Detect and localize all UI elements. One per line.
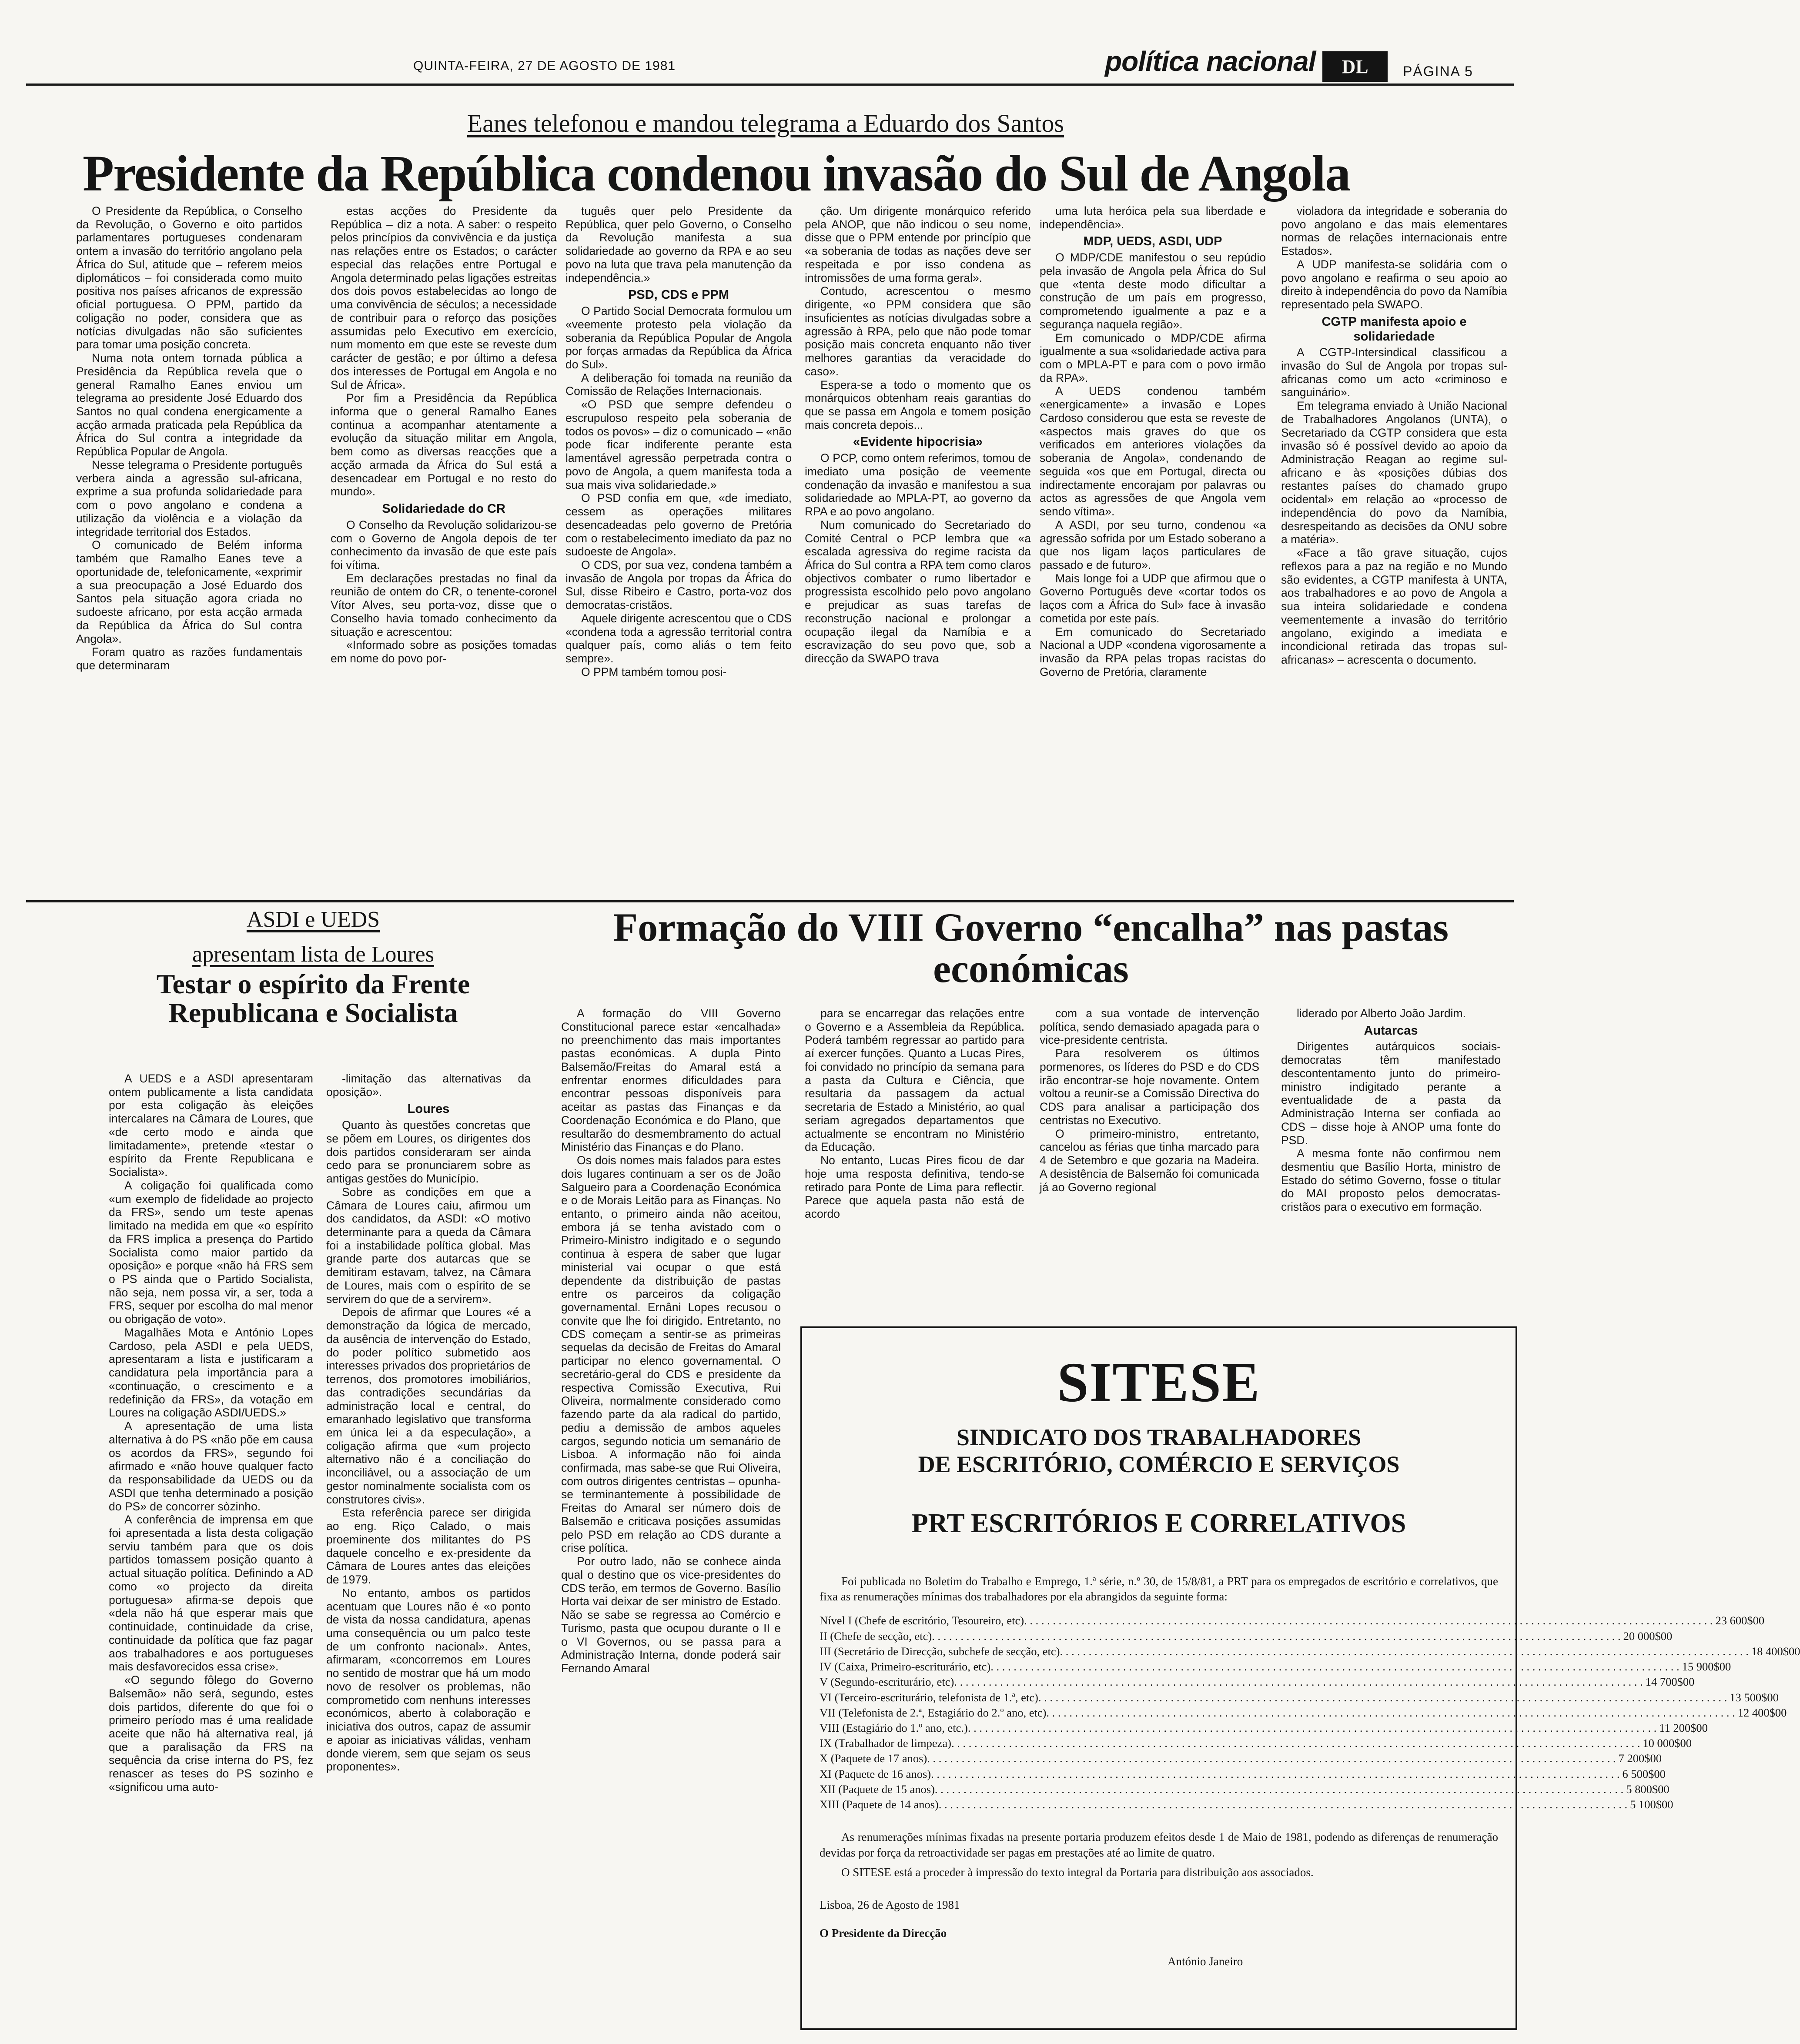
- paragraph: A conferência de imprensa em que foi apresentada a lista desta coligação serviu também para que os dois partidos tomassem posição quanto à actual situação política. Definindo a AD como «o projecto da direita portuguesa» afirma-se depois que «dela não há que esperar mais que continuidade, continuidade da crise, continuidade da política que faz pagar aos trabalhadores e aos portugueses mais desfavorecidos essa crise».: [109, 1513, 313, 1673]
- paragraph: liderado por Alberto João Jardim.: [1297, 1007, 1466, 1020]
- salary-value: 23 600$00: [1715, 1614, 1765, 1627]
- article-column: [561, 1007, 781, 2027]
- paragraph: para se encarregar das relações entre o Governo e a Assembleia da República. Poderá também regressar ao partido para aí exercer funções. Quanto a Lucas Pires, foi convidado no princípio da semana para a pasta da Cultura e Ciência, que resultaria da passagem da actual secretaria de Estado a Ministério, ao qual seriam agregados departamentos que actualmente se encontram no Ministério da Educação.: [805, 1007, 1024, 1154]
- paragraph: tuguês quer pelo Presidente da República, quer pelo Governo, o Conselho da Revolução manifesta a sua solidariedade ao governo da RPA e ao seu povo na luta que trava pela manutenção da independência.»: [565, 204, 792, 284]
- paragraph: O PCP, como ontem referimos, tomou de imediato uma posição de veemente condenação da invasão e manifestou a sua solidariedade ao MPLA-PT, ao governo da RPA e ao povo angolano.: [805, 451, 1031, 518]
- paragraph: Em telegrama enviado à União Nacional de Trabalhadores Angolanos (UNTA), o Secretariado da CGTP considera que esta invasão só é possível devido ao apoio da Administração Reagan ao regime sul-africano e às «posições dúbias dos restantes países do chamado grupo ocidental» em relação ao «processo de independência do povo da Namíbia, desrespeitando as decisões da ONU sobre a matéria».: [1281, 399, 1507, 546]
- lead-bottom-rule: [26, 900, 1514, 902]
- lead-headline: Presidente da República condenou invasão do Sul de Angola: [83, 145, 1350, 202]
- page-number: PÁGINA 5: [1403, 63, 1473, 79]
- subheading: Loures: [407, 1102, 450, 1116]
- salary-value: 12 400$00: [1737, 1706, 1787, 1719]
- salary-level: VII (Telefonista de 2.ª, Estagiário do 2.º ano, etc): [820, 1706, 1047, 1719]
- paragraph: violadora da integridade e soberania do povo angolano e das mais elementares normas de relações internacionais entre Estados».: [1281, 204, 1507, 258]
- paragraph: No entanto, ambos os partidos acentuam que Loures não é «o ponto de vista da nossa candidatura, apenas uma consequência ou um palco teste de um confronto nacional». Antes, afirmaram, «concorremos em Loures no sentido de mostrar que há um modo novo de resolver os problemas, não comprometido com nenhuns interesses económicos, aberto à colaboração e iniciativa dos outros, capaz de assumir e apoiar as iniciativas válidas, venham donde vierem, sem que sejam os seus proponentes».: [326, 1586, 531, 1773]
- paragraph: com a sua vontade de intervenção política, sendo demasiado apagada para o vice-presidente centrista.: [1040, 1007, 1259, 1047]
- salary-row: [820, 1736, 1692, 1751]
- article-column: [805, 1007, 1024, 1242]
- salary-value: 13 500$00: [1730, 1690, 1779, 1704]
- ad-salary-table: [820, 1613, 1800, 1812]
- ad-signature: António Janeiro: [1168, 1954, 1243, 1968]
- paragraph: uma luta heróica pela sua liberdade e independência».: [1040, 204, 1266, 231]
- paragraph: «O PSD que sempre defendeu o escrupuloso respeito pela soberania de todos os povos» – diz o comunicado – «não pode ficar indiferente perante esta lamentável agressão perpetrada contra o povo de Angola, a quem manifesta toda a sua mais viva solidariedade.»: [565, 398, 792, 491]
- paragraph: O MDP/CDE manifestou o seu repúdio pela invasão de Angola pela África do Sul que «tenta deste modo dificultar a construção de um país em progresso, comprometendo igualmente a paz e a segurança naquela região».: [1040, 251, 1266, 331]
- paragraph: A UDP manifesta-se solidária com o povo angolano e reafirma o seu apoio ao direito à independência do povo da Namíbia representado pela SWAPO.: [1281, 257, 1507, 311]
- salary-level: Nível I (Chefe de escritório, Tesoureiro, etc): [820, 1614, 1024, 1627]
- paragraph: O PPM também tomou posi-: [581, 665, 727, 678]
- article-column: [76, 204, 302, 896]
- salary-row: [820, 1797, 1673, 1812]
- ad-title: SITESE: [1057, 1351, 1261, 1414]
- paragraph: Mais longe foi a UDP que afirmou que o Governo Português deve «cortar todos os laços com a África do Sul» face à invasão cometida por este país.: [1040, 571, 1266, 625]
- article-column: [1040, 204, 1266, 896]
- leader-dots: . . . . . . . . . . . . . . . . . . . . . . . . . . . . . . . . . . . . . . . . . . . . . . . . . . . . . . . . . . . . . . . . . . . . . . . . . . . . . . . . . . . . . . . . . . . . . . . . . . . . . . . . . . . . . . . . . . . . . . . .: [927, 1752, 1616, 1765]
- salary-level: V (Segundo-escriturário, etc): [820, 1675, 954, 1689]
- ad-intro: Foi publicada no Boletim do Trabalho e Emprego, 1.ª série, n.º 30, de 15/8/81, a PRT para os empregados de escritório e correlativos, que fixa as renumerações mínimas dos trabalhadores por ela abrangidos da seguinte forma:: [820, 1575, 1498, 1603]
- paragraph: Depois de afirmar que Loures «é a demonstração da lógica de mercado, da ausência de intervenção do Estado, do poder político submetido aos interesses privados dos proprietários de terrenos, dos promotores imobiliários, das contradições secundárias da administração local e central, do emaranhado legislativo que transforma em única lei a da especulação», a coligação afirma que «um projecto alternativo não é a conciliação do inconciliável, ou a associação de um gestor nominalmente socialista com os construtores civis».: [326, 1306, 531, 1506]
- paragraph: Para resolverem os últimos pormenores, os líderes do PSD e do CDS irão encontrar-se hoje novamente. Ontem voltou a reunir-se a Comissão Directiva do CDS para analisar a participação dos centristas no Executivo.: [1040, 1047, 1259, 1127]
- paragraph: Em comunicado do Secretariado Nacional a UDP «condena vigorosamente a invasão da RPA pelas tropas racistas do Governo de Pretória, claramente: [1040, 625, 1266, 678]
- subheading: PSD, CDS e PPM: [628, 288, 729, 302]
- subheading: Autarcas: [1364, 1023, 1418, 1038]
- paragraph: «Informado sobre as posições tomadas em nome do povo por-: [331, 638, 557, 665]
- section-title: política nacional: [1105, 46, 1316, 77]
- paragraph: O Presidente da República, o Conselho da Revolução, o Governo e oito partidos parlamentares portugueses condenaram ontem a invasão do território angolano pela África do Sul, atitude que – referem meios diplomáticos – foi considerada como muito positiva nos países africanos de expressão oficial portuguesa. O PPM, partido da coligação no poder, considera que as notícias divulgadas não são suficientes para tomar uma posição concreta.: [76, 204, 302, 351]
- paragraph: Num comunicado do Secretariado do Comité Central o PCP lembra que «a escalada agressiva do regime racista da África do Sul contra a RPA tem como claros objectivos combater o rumo libertador e progressista escolhido pelo povo angolano e prejudicar as suas tarefas de reconstrução nacional e prolongar a ocupação ilegal da Namíbia e a escravização do seu povo que, sob a direcção da SWAPO trava: [805, 518, 1031, 665]
- paragraph: A UEDS e a ASDI apresentaram ontem publicamente a lista candidata por esta coligação às eleições intercalares na Câmara de Loures, que «de certo modo e ainda que limitadamente», pretende «testar o espírito da Frente Republicana e Socialista».: [109, 1072, 313, 1179]
- paragraph: Foram quatro as razões fundamentais que determinaram: [76, 645, 302, 672]
- ad-note-2: O SITESE está a proceder à impressão do texto integral da Portaria para distribuição aos associados.: [841, 1865, 1314, 1879]
- ad-subtitle-2: DE ESCRITÓRIO, COMÉRCIO E SERVIÇOS: [918, 1451, 1400, 1478]
- paragraph: Por outro lado, não se conhece ainda qual o destino que os vice-presidentes do CDS terão, em termos de Governo. Basílio Horta vai deixar de ser ministro de Estado. Não se sabe se regressa ao Comércio e Turismo, pasta que ocupou durante o II e o VI Governos, ou se passa para a Administração Interna, donde poderá sair Fernando Amaral: [561, 1555, 781, 1675]
- leader-dots: . . . . . . . . . . . . . . . . . . . . . . . . . . . . . . . . . . . . . . . . . . . . . . . . . . . . . . . . . . . . . . . . . . . . . . . . . . . . . . . . . . . . . . . . . . . . . . . . . . . . . . . . . . . . . . . . . . . . . . . .: [934, 1782, 1624, 1796]
- salary-value: 7 200$00: [1618, 1752, 1662, 1765]
- salary-row: [820, 1690, 1779, 1705]
- salary-value: 14 700$00: [1645, 1675, 1695, 1689]
- paragraph: O PSD confia em que, «de imediato, cessem as operações militares desencadeadas pelo governo de Pretória com o restabelecimento imediato da paz no sudoeste de Angola».: [565, 491, 792, 558]
- subheading: CGTP manifesta apoio e solidariedade: [1322, 314, 1467, 344]
- leader-dots: . . . . . . . . . . . . . . . . . . . . . . . . . . . . . . . . . . . . . . . . . . . . . . . . . . . . . . . . . . . . . . . . . . . . . . . . . . . . . . . . . . . . . . . . . . . . . . . . . . . . . . . . . . . . . . . . . . . . . . . .: [1038, 1690, 1727, 1704]
- issue-date: QUINTA-FEIRA, 27 DE AGOSTO DE 1981: [413, 59, 676, 73]
- salary-row: [820, 1767, 1666, 1782]
- salary-level: VIII (Estagiário do 1.º ano, etc.): [820, 1721, 968, 1735]
- paragraph: «Face a tão grave situação, cujos reflexos para a paz na região e no Mundo são evidentes, a CGTP manifesta à UNTA, aos trabalhadores e ao povo de Angola a sua inteira solidariedade e condena veementemente a invasão do território angolano, exigindo a imediata e incondicional retirada das tropas sul-africanas» – acrescenta o documento.: [1281, 546, 1507, 667]
- salary-value: 18 400$00: [1751, 1644, 1800, 1658]
- salary-row: [820, 1644, 1800, 1659]
- paragraph: «O segundo fôlego do Governo Balsemão» não será, segundo, estes dois partidos, diferente do que foi o primeiro período mas é uma realidade aceite que não há alternativa real, já que a paralisação da FRS na sequência da crise interna do PS, fez renascer as teses do PS sozinho e «significou uma auto-: [109, 1673, 313, 1794]
- subheading: MDP, UEDS, ASDI, UDP: [1083, 234, 1222, 249]
- paragraph: Espera-se a todo o momento que os monárquicos obtenham reais garantias do que se passa em Angola e tomem posição mais concreta depois...: [805, 378, 1031, 431]
- article-column: [109, 1072, 313, 2033]
- paragraph: A apresentação de uma lista alternativa à do PS «não põe em causa os acordos da FRS», segundo foi afirmado e «não houve qualquer facto da responsabilidade da UEDS ou da ASDI que tenha determinado a posição do PS» de concorrer sòzinho.: [109, 1419, 313, 1513]
- subheading: «Evidente hipocrisia»: [853, 435, 983, 449]
- paragraph: A deliberação foi tomada na reunião da Comissão de Relações Internacionais.: [565, 371, 792, 398]
- ad-heading: PRT ESCRITÓRIOS E CORRELATIVOS: [911, 1509, 1406, 1539]
- salary-row: [820, 1782, 1670, 1797]
- paragraph: estas acções do Presidente da República – diz a nota. A saber: o respeito pelos princípios da convivência e da justiça nas relações entre os Estados; o carácter especial das relações entre Portugal e Angola determinado pelas ligações estreitas dos dois povos estabelecidas ao longo de uma convivência de séculos; a necessidade de contribuir para o reforço das posições assumidas pelo Executivo em exercício, num momento em que este se reveste dum carácter de gestão; e por último a defesa dos interesses de Portugal em Angola e no Sul de África».: [331, 204, 557, 391]
- paragraph: Esta referência parece ser dirigida ao eng. Riço Calado, o mais proeminente dos militantes do PS daquele concelho e ex-presidente da Câmara de Loures antes das eleições de 1979.: [326, 1506, 531, 1586]
- leader-dots: . . . . . . . . . . . . . . . . . . . . . . . . . . . . . . . . . . . . . . . . . . . . . . . . . . . . . . . . . . . . . . . . . . . . . . . . . . . . . . . . . . . . . . . . . . . . . . . . . . . . . . . . . . . . . . . . . . . . . . . .: [932, 1629, 1621, 1643]
- ad-signoff: O Presidente da Direcção: [820, 1926, 947, 1940]
- paragraph: O Conselho da Revolução solidarizou-se com o Governo de Angola depois de ter conhecimento da invasão de que este país foi vítima.: [331, 518, 557, 571]
- leader-dots: . . . . . . . . . . . . . . . . . . . . . . . . . . . . . . . . . . . . . . . . . . . . . . . . . . . . . . . . . . . . . . . . . . . . . . . . . . . . . . . . . . . . . . . . . . . . . . . . . . . . . . . . . . . . . . . . . . . . . . . .: [1060, 1644, 1749, 1658]
- salary-value: 6 500$00: [1622, 1767, 1666, 1780]
- paragraph: Numa nota ontem tornada pública a Presidência da República revela que o general Ramalho Eanes enviou um telegrama ao presidente José Eduardo dos Santos no qual condena energicamente a acção armada praticada pela República da África do Sul contra a integridade da República Popular de Angola.: [76, 351, 302, 458]
- article-column: [1281, 204, 1507, 896]
- article-column: [565, 204, 792, 896]
- salary-row: [820, 1720, 1708, 1736]
- salary-level: IV (Caixa, Primeiro-escriturário, etc): [820, 1660, 991, 1673]
- paragraph: A UEDS condenou também «energicamente» a invasão e Lopes Cardoso considerou que esta se reveste de «aspectos mais graves do que os verificados em anteriores violações da soberania de Angola», condenando de seguida «os que em Portugal, directa ou indirectamente encorajam por palavras ou actos as agressões de que Angola vem sendo vítima».: [1040, 384, 1266, 518]
- salary-row: [820, 1629, 1673, 1644]
- paragraph: Em declarações prestadas no final da reunião de ontem do CR, o tenente-coronel Vítor Alves, seu porta-voz, disse que o Conselho havia tomado conhecimento da situação e acrescentou:: [331, 571, 557, 638]
- salary-row: [820, 1613, 1765, 1628]
- salary-level: IX (Trabalhador de limpeza): [820, 1737, 951, 1750]
- salary-value: 5 100$00: [1630, 1798, 1673, 1811]
- paragraph: Quanto às questões concretas que se põem em Loures, os dirigentes dos dois partidos consideraram ser ainda cedo para se pronunciarem sobre as antigas gestões do Município.: [326, 1119, 531, 1186]
- paragraph: Contudo, acrescentou o mesmo dirigente, «o PPM considera que são insuficientes as notícias divulgadas sobre a agressão à RPA, pelo que não pode tomar posição mais concreta enquanto não tiver melhores garantias da veracidade do caso».: [805, 284, 1031, 378]
- leader-dots: . . . . . . . . . . . . . . . . . . . . . . . . . . . . . . . . . . . . . . . . . . . . . . . . . . . . . . . . . . . . . . . . . . . . . . . . . . . . . . . . . . . . . . . . . . . . . . . . . . . . . . . . . . . . . . . . . . . . . . . .: [1046, 1706, 1735, 1719]
- ad-place-date: Lisboa, 26 de Agosto de 1981: [820, 1898, 960, 1911]
- paragraph: A ASDI, por seu turno, condenou «a agressão sofrida por um Estado soberano a que nos ligam laços particulares de passado e de futuro».: [1040, 518, 1266, 571]
- salary-value: 5 800$00: [1626, 1782, 1670, 1796]
- salary-value: 20 000$00: [1623, 1629, 1673, 1643]
- paragraph: O comunicado de Belém informa também que Ramalho Eanes teve a oportunidade de, telefonicamente, «exprimir a sua preocupação a José Eduardo dos Santos pela situação agora criada no sudoeste africano, por esta acção armada da República da África do Sul contra Angola».: [76, 538, 302, 645]
- paragraph: No entanto, Lucas Pires ficou de dar hoje uma resposta definitiva, tendo-se retirado para Ponte de Lima para reflectir. Parece que aquela pasta não está de acordo: [805, 1154, 1024, 1221]
- salary-level: VI (Terceiro-escriturário, telefonista de 1.ª, etc): [820, 1690, 1038, 1704]
- leader-dots: . . . . . . . . . . . . . . . . . . . . . . . . . . . . . . . . . . . . . . . . . . . . . . . . . . . . . . . . . . . . . . . . . . . . . . . . . . . . . . . . . . . . . . . . . . . . . . . . . . . . . . . . . . . . . . . . . . . . . . . .: [954, 1675, 1643, 1689]
- ad-subtitle-1: SINDICATO DOS TRABALHADORES: [956, 1424, 1362, 1450]
- lead-kicker: Eanes telefonou e mandou telegrama a Eduardo dos Santos: [467, 109, 1064, 137]
- paragraph: -limitação das alternativas da oposição».: [326, 1072, 531, 1099]
- salary-value: 11 200$00: [1659, 1721, 1708, 1735]
- salary-row: [820, 1674, 1695, 1690]
- paragraph: A CGTP-Intersindical classificou a invasão do Sul de Angola por tropas sul-africanas como um acto «criminoso e sanguinário».: [1281, 346, 1507, 399]
- paragraph: A coligação foi qualificada como «um exemplo de fidelidade ao projecto da FRS», sendo um teste apenas limitado na medida em que «o espírito da FRS implica a presença do Partido Socialista como maior partido da oposição» e porque «não há FRS sem o PS ainda que o Partido Socialista, não seja, nem possa vir, a ser, toda a FRS, sequer por escolha do mal menor ou obrigação de voto».: [109, 1179, 313, 1326]
- paragraph: Sobre as condições em que a Câmara de Loures caiu, afirmou um dos candidatos, da ASDI: «O motivo determinante para a queda da Câmara foi a instabilidade política global. Mas grande parte dos autarcas que se demitiram estavam, talvez, na Câmara de Loures, mais com o espírito de se servirem do que de a servirem».: [326, 1185, 531, 1306]
- loures-kicker-2: apresentam lista de Loures: [192, 942, 434, 967]
- leader-dots: . . . . . . . . . . . . . . . . . . . . . . . . . . . . . . . . . . . . . . . . . . . . . . . . . . . . . . . . . . . . . . . . . . . . . . . . . . . . . . . . . . . . . . . . . . . . . . . . . . . . . . . . . . . . . . . . . . . . . . . .: [967, 1721, 1657, 1735]
- paragraph: A formação do VIII Governo Constitucional parece estar «encalhada» no preenchimento das mais importantes pastas económicas. A dupla Pinto Balsemão/Freitas do Amaral está a enfrentar enormes dificuldades para encontrar pessoas disponíveis para aceitar as pastas das Finanças e da Coordenação Económica e do Plano, que resultarão do desmembramento do actual Ministério das Finanças e do Plano.: [561, 1007, 781, 1154]
- leader-dots: . . . . . . . . . . . . . . . . . . . . . . . . . . . . . . . . . . . . . . . . . . . . . . . . . . . . . . . . . . . . . . . . . . . . . . . . . . . . . . . . . . . . . . . . . . . . . . . . . . . . . . . . . . . . . . . . . . . . . . . .: [990, 1660, 1680, 1673]
- salary-value: 15 900$00: [1682, 1660, 1731, 1673]
- paragraph: Dirigentes autárquicos sociais-democratas têm manifestado descontentamento junto do primeiro-ministro indigitado perante a eventualidade de a pasta da Administração Interna ser confiada ao CDS – disse hoje à ANOP uma fonte do PSD.: [1281, 1040, 1501, 1147]
- salary-level: XI (Paquete de 16 anos): [820, 1767, 931, 1780]
- paragraph: Magalhães Mota e António Lopes Cardoso, pela ASDI e pela UEDS, apresentaram a lista e justificaram a candidatura pela importância para a «continuação, o crescimento e a redefinição da FRS», da votação em Loures na coligação ASDI/UEDS.»: [109, 1326, 313, 1419]
- salary-level: II (Chefe de secção, etc): [820, 1629, 932, 1643]
- newspaper-logo: DL: [1322, 51, 1388, 82]
- article-column: [805, 204, 1031, 896]
- masthead-rule: [26, 83, 1514, 86]
- leader-dots: . . . . . . . . . . . . . . . . . . . . . . . . . . . . . . . . . . . . . . . . . . . . . . . . . . . . . . . . . . . . . . . . . . . . . . . . . . . . . . . . . . . . . . . . . . . . . . . . . . . . . . . . . . . . . . . . . . . . . . . .: [951, 1737, 1640, 1750]
- salary-row: [820, 1659, 1731, 1674]
- ad-note: As renumerações mínimas fixadas na presente portaria produzem efeitos desde 1 de Maio de 1981, podendo as diferenças de renumeração devidas por força da retroactividade ser pagas em prestações até ao limite de quatro.: [820, 1830, 1498, 1859]
- salary-level: XII (Paquete de 15 anos): [820, 1782, 935, 1796]
- paragraph: ção. Um dirigente monárquico referido pela ANOP, que não indicou o seu nome, disse que o PPM entende por princípio que «a soberania de todas as nações deve ser respeitada e por isso condena as intromissões de uma forma geral».: [805, 204, 1031, 284]
- paragraph: Aquele dirigente acrescentou que o CDS «condena toda a agressão territorial contra qualquer país, como aliás o tem feito sempre».: [565, 611, 792, 665]
- leader-dots: . . . . . . . . . . . . . . . . . . . . . . . . . . . . . . . . . . . . . . . . . . . . . . . . . . . . . . . . . . . . . . . . . . . . . . . . . . . . . . . . . . . . . . . . . . . . . . . . . . . . . . . . . . . . . . . . . . . . . . . .: [938, 1798, 1628, 1811]
- article-column: [331, 204, 557, 896]
- salary-row: [820, 1751, 1662, 1766]
- paragraph: Nesse telegrama o Presidente português verbera ainda a agressão sul-africana, exprime a sua profunda solidariedade para com o povo angolano e condena a utilização da violência e a violação da integridade territorial dos Estados.: [76, 458, 302, 538]
- paragraph: O CDS, por sua vez, condena também a invasão de Angola por tropas da África do Sul, disse Ribeiro e Castro, porta-voz dos democratas-cristãos.: [565, 558, 792, 612]
- paragraph: Em comunicado o MDP/CDE afirma igualmente a sua «solidariedade activa para com o MPLA-PT e para com o povo irmão da RPA».: [1040, 331, 1266, 384]
- article-column: [326, 1072, 531, 2033]
- paragraph: Por fim a Presidência da República informa que o general Ramalho Eanes continua a acompanhar atentamente a evolução da situação militar em Angola, bem como as diversas reacções que a acção armada da África do Sul está a desencadear em Portugal e no resto do mundo».: [331, 391, 557, 498]
- governo-headline: Formação do VIII Governo “encalha” nas pastas económicas: [613, 905, 1449, 991]
- salary-value: 10 000$00: [1643, 1737, 1692, 1750]
- paragraph: A mesma fonte não confirmou nem desmentiu que Basílio Horta, ministro de Estado do sétimo Governo, fosse o titular do MAI proposto pelos democratas-cristãos para o executivo em formação.: [1281, 1147, 1501, 1214]
- salary-row: [820, 1705, 1787, 1720]
- loures-kicker-1: ASDI e UEDS: [246, 907, 380, 932]
- paragraph: O primeiro-ministro, entretanto, cancelou as férias que tinha marcado para 4 de Setembro e que gozaria na Madeira. A desistência de Balsemão foi comunicada já ao Governo regional: [1040, 1127, 1259, 1194]
- leader-dots: . . . . . . . . . . . . . . . . . . . . . . . . . . . . . . . . . . . . . . . . . . . . . . . . . . . . . . . . . . . . . . . . . . . . . . . . . . . . . . . . . . . . . . . . . . . . . . . . . . . . . . . . . . . . . . . . . . . . . . . .: [931, 1767, 1620, 1780]
- loures-headline: Testar o espírito da Frente Republicana e Socialista: [156, 969, 470, 1028]
- salary-level: XIII (Paquete de 14 anos): [820, 1798, 939, 1811]
- article-column: [1281, 1007, 1501, 1242]
- salary-level: III (Secretário de Direcção, subchefe de secção, etc): [820, 1644, 1060, 1658]
- article-column: [1040, 1007, 1259, 1242]
- sitese-advertisement: [800, 1326, 1800, 2030]
- salary-level: X (Paquete de 17 anos): [820, 1752, 927, 1765]
- paragraph: O Partido Social Democrata formulou um «veemente protesto pela violação da soberania da República Popular de Angola por forças armadas da República da África do Sul».: [565, 304, 792, 371]
- subheading: Solidariedade do CR: [382, 502, 505, 516]
- paragraph: Os dois nomes mais falados para estes dois lugares continuam a ser os de João Salgueiro para a Coordenação Económica e o de Morais Leitão para as Finanças. No entanto, o primeiro ainda não aceitou, embora já se tenha avistado com o Primeiro-Ministro indigitado e o segundo continua à espera de saber que lugar ministerial vai ocupar o que está dependente da distribuição de pastas entre os parceiros da coligação governamental. Ernâni Lopes recusou o convite que lhe foi dirigido. Entretanto, no CDS começam a sentir-se as primeiras sequelas da decisão de Freitas do Amaral participar no elenco governamental. O secretário-geral do CDS e presidente da respectiva Comissão Executiva, Rui Oliveira, normalmente considerado como fazendo parte da ala radical do partido, pediu a demissão de ambos aqueles cargos, segundo noticia um semanário de Lisboa. A informação não foi ainda confirmada, mas sabe-se que Rui Oliveira, com outros dirigentes centristas – opunha-se terminantemente à possibilidade de Freitas do Amaral ser número dois de Balsemão e criticava posições assumidas pelo PSD em relação ao CDS durante a crise política.: [561, 1154, 781, 1555]
- leader-dots: . . . . . . . . . . . . . . . . . . . . . . . . . . . . . . . . . . . . . . . . . . . . . . . . . . . . . . . . . . . . . . . . . . . . . . . . . . . . . . . . . . . . . . . . . . . . . . . . . . . . . . . . . . . . . . . . . . . . . . . .: [1024, 1614, 1713, 1627]
